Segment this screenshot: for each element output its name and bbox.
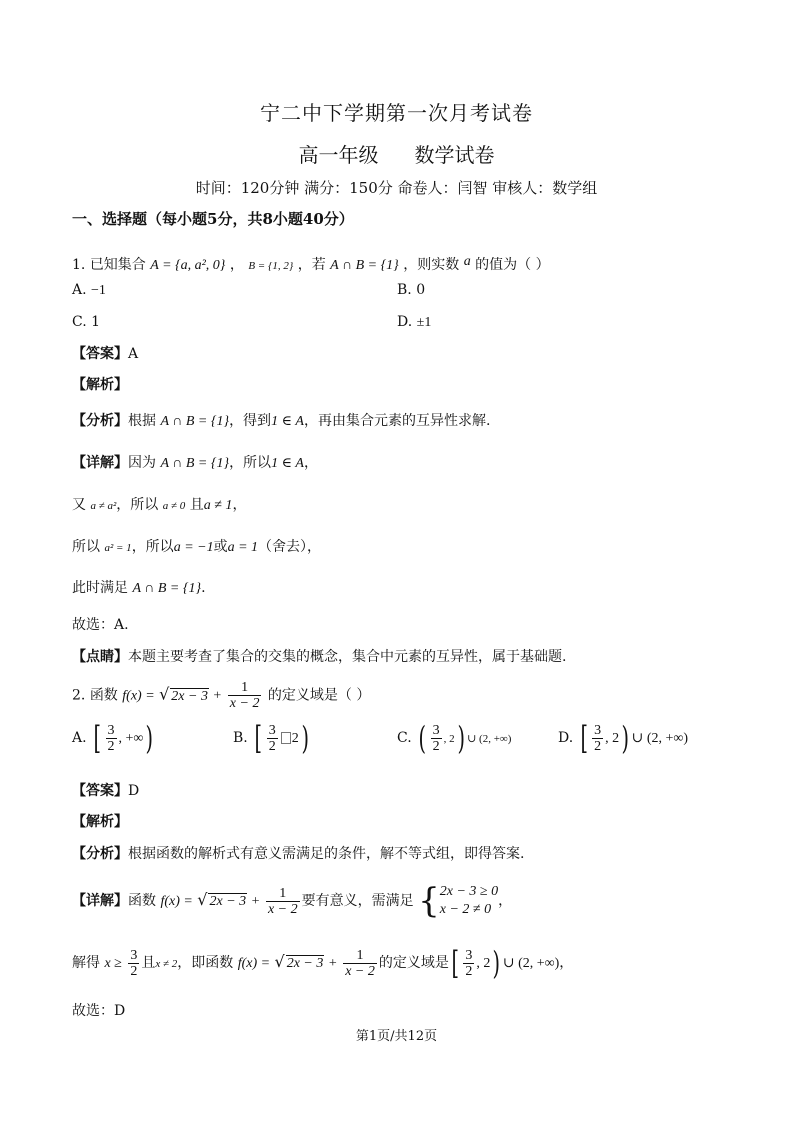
q2-number: 2. xyxy=(72,687,86,704)
q1-option-a-value: −1 xyxy=(91,283,106,298)
q2-system xyxy=(440,883,498,919)
q2-xiangjie-tag: 【详解】 xyxy=(72,893,128,909)
q1-line3-m3: a = 1 xyxy=(227,540,259,555)
q2-option-a-rest: , +∞ xyxy=(118,731,144,746)
q1-xiangjie-tag: 【详解】 xyxy=(72,455,128,471)
q1-line2-3: 且 xyxy=(189,497,204,513)
q1-dianjing xyxy=(72,647,566,667)
question-2 xyxy=(72,680,370,711)
q1-xj-3: ， xyxy=(303,455,318,471)
q2-jie-den: 2 xyxy=(130,963,138,979)
q2-option-a-num: 3 xyxy=(107,722,115,738)
q2-fraction xyxy=(228,680,262,711)
q2-option-b-rest: 2 xyxy=(291,731,299,746)
q1-fenxi-1: 根据 xyxy=(128,413,156,429)
q2-jie-2: 且 xyxy=(141,955,156,971)
q2-option-d: D. [ $\frac{3}{2}$ , 2) ∪ (2, +∞) xyxy=(558,719,689,757)
q1-line4-1: 此时满足 xyxy=(72,580,128,596)
q1-fenxi-2: ，得到 xyxy=(229,413,272,429)
q2-xj-1: 函数 xyxy=(128,893,156,909)
missing-glyph-icon xyxy=(281,732,291,744)
q2-answer xyxy=(72,781,139,801)
q1-option-b: B. 0 xyxy=(397,282,426,298)
q2-option-b: B. [ $\frac{3}{2}$ 2) xyxy=(233,719,309,757)
q2-sys-1: 2x − 3 ≥ 0 xyxy=(439,884,499,899)
q1-option-d-value: ±1 xyxy=(416,315,432,330)
q1-line2-m2: a ≠ 0 xyxy=(162,500,186,512)
q2-jie-5: ， xyxy=(559,955,574,971)
q2-jie-plus: + xyxy=(328,956,337,971)
q2-jie-inum: 3 xyxy=(465,947,473,963)
q1-fenxi-m1: A ∩ B = {1} xyxy=(160,414,230,429)
q2-xj-num: 1 xyxy=(279,885,287,901)
q2-jie-iden: 2 xyxy=(465,963,473,979)
q2-xiangjie xyxy=(72,877,512,925)
q1-line2-2: ，所以 xyxy=(116,497,159,513)
q2-jie-rad: 2x − 3 xyxy=(286,956,324,971)
q1-option-c: C. 1 xyxy=(72,314,101,330)
q2-option-c: C. ( $\frac{3}{2}$ , 2) ∪ (2, +∞) xyxy=(397,719,512,757)
q1-cond-text: ，若 xyxy=(297,257,326,273)
q1-line3-2: ，所以 xyxy=(131,539,174,555)
q2-fx: f(x) = xyxy=(122,688,155,704)
q2-option-a: A. [ $\frac{3}{2}$ , +∞) xyxy=(72,719,154,757)
q1-line3-m2: a = −1 xyxy=(173,540,214,555)
q1-xj-m1: A ∩ B = {1} xyxy=(160,456,230,471)
q1-line4-m1: A ∩ B = {1} xyxy=(132,581,202,596)
exam-title: 宁二中下学期第一次月考试卷 xyxy=(260,101,533,125)
q1-fenxi xyxy=(72,411,490,432)
subject-label: 数学试卷 xyxy=(414,143,495,167)
q1-set-b: B = {1, 2} xyxy=(248,260,294,272)
q2-xj-den: x − 2 xyxy=(267,901,298,917)
q2-jie-union: ∪ (2, +∞) xyxy=(502,956,560,971)
q2-xj-rad: 2x − 3 xyxy=(209,894,247,909)
section-heading: 一、选择题（每小题5分，共8小题40分） xyxy=(72,210,354,228)
q2-jie-num: 3 xyxy=(130,947,138,963)
q1-option-d-label: D. xyxy=(397,314,413,330)
q1-prefix: 已知集合 xyxy=(89,257,146,273)
q1-line2-m3: a ≠ 1 xyxy=(203,498,233,513)
q1-line2 xyxy=(72,495,246,516)
q2-jie: 解得 x ≥ $\frac{3}{2}$ 且x ≠ 2，即函数 f(x) = √ 2x − 3 + $\frac{1}{x - 2}$ 的定义域是[ $\frac{3}{2}$ , 2) ∪ (2, +∞)， xyxy=(72,944,574,982)
q2-frac-num: 1 xyxy=(241,680,249,695)
q1-line2-4: ， xyxy=(232,497,247,513)
q1-condition: A ∩ B = {1} xyxy=(330,258,399,273)
q2-xj-fx: f(x) = xyxy=(160,894,193,909)
q1-line4-2: . xyxy=(201,580,206,596)
q1-suffix2: 的值为（ ） xyxy=(475,257,550,273)
radical-icon: √ xyxy=(159,684,170,704)
q1-option-a-label: A. xyxy=(72,282,87,298)
q2-jie-3: ，即函数 xyxy=(177,955,234,971)
q2-jie-fden: x − 2 xyxy=(345,963,375,979)
q2-analysis-tag: 【解析】 xyxy=(72,814,128,830)
q2-choose: 故选：D xyxy=(72,1003,126,1019)
q2-option-b-label: B. xyxy=(233,730,248,746)
q2-answer-tag: 【答案】 xyxy=(72,783,128,799)
q1-option-d xyxy=(397,314,431,331)
q2-fenxi-tag: 【分析】 xyxy=(72,846,128,862)
q1-line3-3: 或 xyxy=(213,539,228,555)
q1-suffix: ，则实数 xyxy=(403,257,460,273)
q1-line2-1: 又 xyxy=(72,497,86,513)
q1-line2-m1: a ≠ a² xyxy=(90,500,117,512)
q1-var: a xyxy=(463,254,471,269)
q2-option-c-union: ∪ (2, +∞) xyxy=(467,733,512,745)
q2-xj-2: 要有意义，需满足 xyxy=(301,893,414,909)
q1-answer-tag: 【答案】 xyxy=(72,346,128,362)
q2-answer-value: D xyxy=(128,783,140,799)
q1-analysis-tag: 【解析】 xyxy=(72,377,128,393)
q1-xj-m2: 1 ∈ A xyxy=(271,456,304,471)
q2-prefix: 函数 xyxy=(89,687,118,704)
q2-jie-fx: f(x) = xyxy=(237,956,271,971)
q1-xj-1: 因为 xyxy=(128,455,156,471)
q2-jie-4: 的定义域是 xyxy=(378,955,449,971)
question-1: 1. 已知集合 A = {a, a², 0} ， B = {1, 2} ，若 A ∩ B = {1} ，则实数 a 的值为（ ） xyxy=(72,254,550,273)
q2-option-a-label: A. xyxy=(72,730,87,746)
q2-jie-m1: x ≥ xyxy=(104,956,122,971)
q1-xj-2: ，所以 xyxy=(229,455,272,471)
q2-fenxi-text: 根据函数的解析式有意义需满足的条件，解不等式组，即得答案. xyxy=(128,846,525,862)
grade-label: 高一年级 xyxy=(298,143,379,167)
q2-jie-1: 解得 xyxy=(72,955,100,971)
q2-option-c-den: 2 xyxy=(432,738,440,754)
q1-line4 xyxy=(72,578,206,599)
page-number: 第1页/共12页 xyxy=(355,1029,438,1044)
q2-option-a-den: 2 xyxy=(107,738,115,754)
q2-jie-m2: x ≠ 2 xyxy=(155,958,178,970)
q2-option-d-num: 3 xyxy=(594,722,602,738)
q1-answer xyxy=(72,344,138,364)
q2-option-d-union: ∪ (2, +∞) xyxy=(631,731,689,746)
q2-option-c-label: C. xyxy=(397,730,412,746)
q2-fenxi xyxy=(72,844,524,864)
q1-answer-value: A xyxy=(128,346,139,362)
q2-xj-3: ， xyxy=(498,893,513,909)
q2-option-c-rest: , 2 xyxy=(443,733,455,745)
q2-xj-plus: + xyxy=(251,894,260,909)
q2-plus: + xyxy=(213,688,222,704)
q1-dianjing-text: 本题主要考查了集合的交集的概念，集合中元素的互异性，属于基础题. xyxy=(128,649,567,665)
q2-frac-den: x − 2 xyxy=(229,696,260,711)
q2-sys-2: x − 2 ≠ 0 xyxy=(439,902,492,917)
q2-jie-irest: , 2 xyxy=(476,956,491,971)
q1-fenxi-m2: 1 ∈ A xyxy=(271,414,304,429)
q1-line3-4: （舍去）， xyxy=(258,539,322,555)
q1-fenxi-tag: 【分析】 xyxy=(72,413,128,429)
q1-line3 xyxy=(72,537,321,558)
exam-info: 时间：120分钟 满分：150分 命卷人：闫智 审核人：数学组 xyxy=(195,179,598,197)
q2-suffix: 的定义域是（ ） xyxy=(267,687,371,704)
q1-set-a: A = {a, a², 0} xyxy=(150,258,226,273)
q1-dianjing-tag: 【点睛】 xyxy=(72,649,128,665)
q1-line3-m1: a² = 1 xyxy=(104,542,132,554)
q2-option-c-num: 3 xyxy=(432,722,440,738)
q2-option-d-den: 2 xyxy=(594,738,602,754)
q1-line3-1: 所以 xyxy=(72,539,100,555)
radical-icon: √ xyxy=(274,952,285,971)
q1-number: 1. xyxy=(72,257,86,273)
q1-option-a xyxy=(72,282,106,299)
q1-xiangjie xyxy=(72,453,318,474)
q1-fenxi-3: ，再由集合元素的互异性求解. xyxy=(303,413,491,429)
q2-option-b-den: 2 xyxy=(268,738,276,754)
exam-subtitle xyxy=(0,139,793,168)
radical-icon: √ xyxy=(197,890,208,909)
q2-jie-fnum: 1 xyxy=(356,947,364,963)
q1-choose: 故选：A. xyxy=(72,617,129,633)
q2-option-d-rest: , 2 xyxy=(605,731,620,746)
q2-option-b-num: 3 xyxy=(268,722,276,738)
brace-icon: { xyxy=(418,881,440,921)
q2-radicand: 2x − 3 xyxy=(171,688,208,704)
q2-option-d-label: D. xyxy=(558,730,574,746)
